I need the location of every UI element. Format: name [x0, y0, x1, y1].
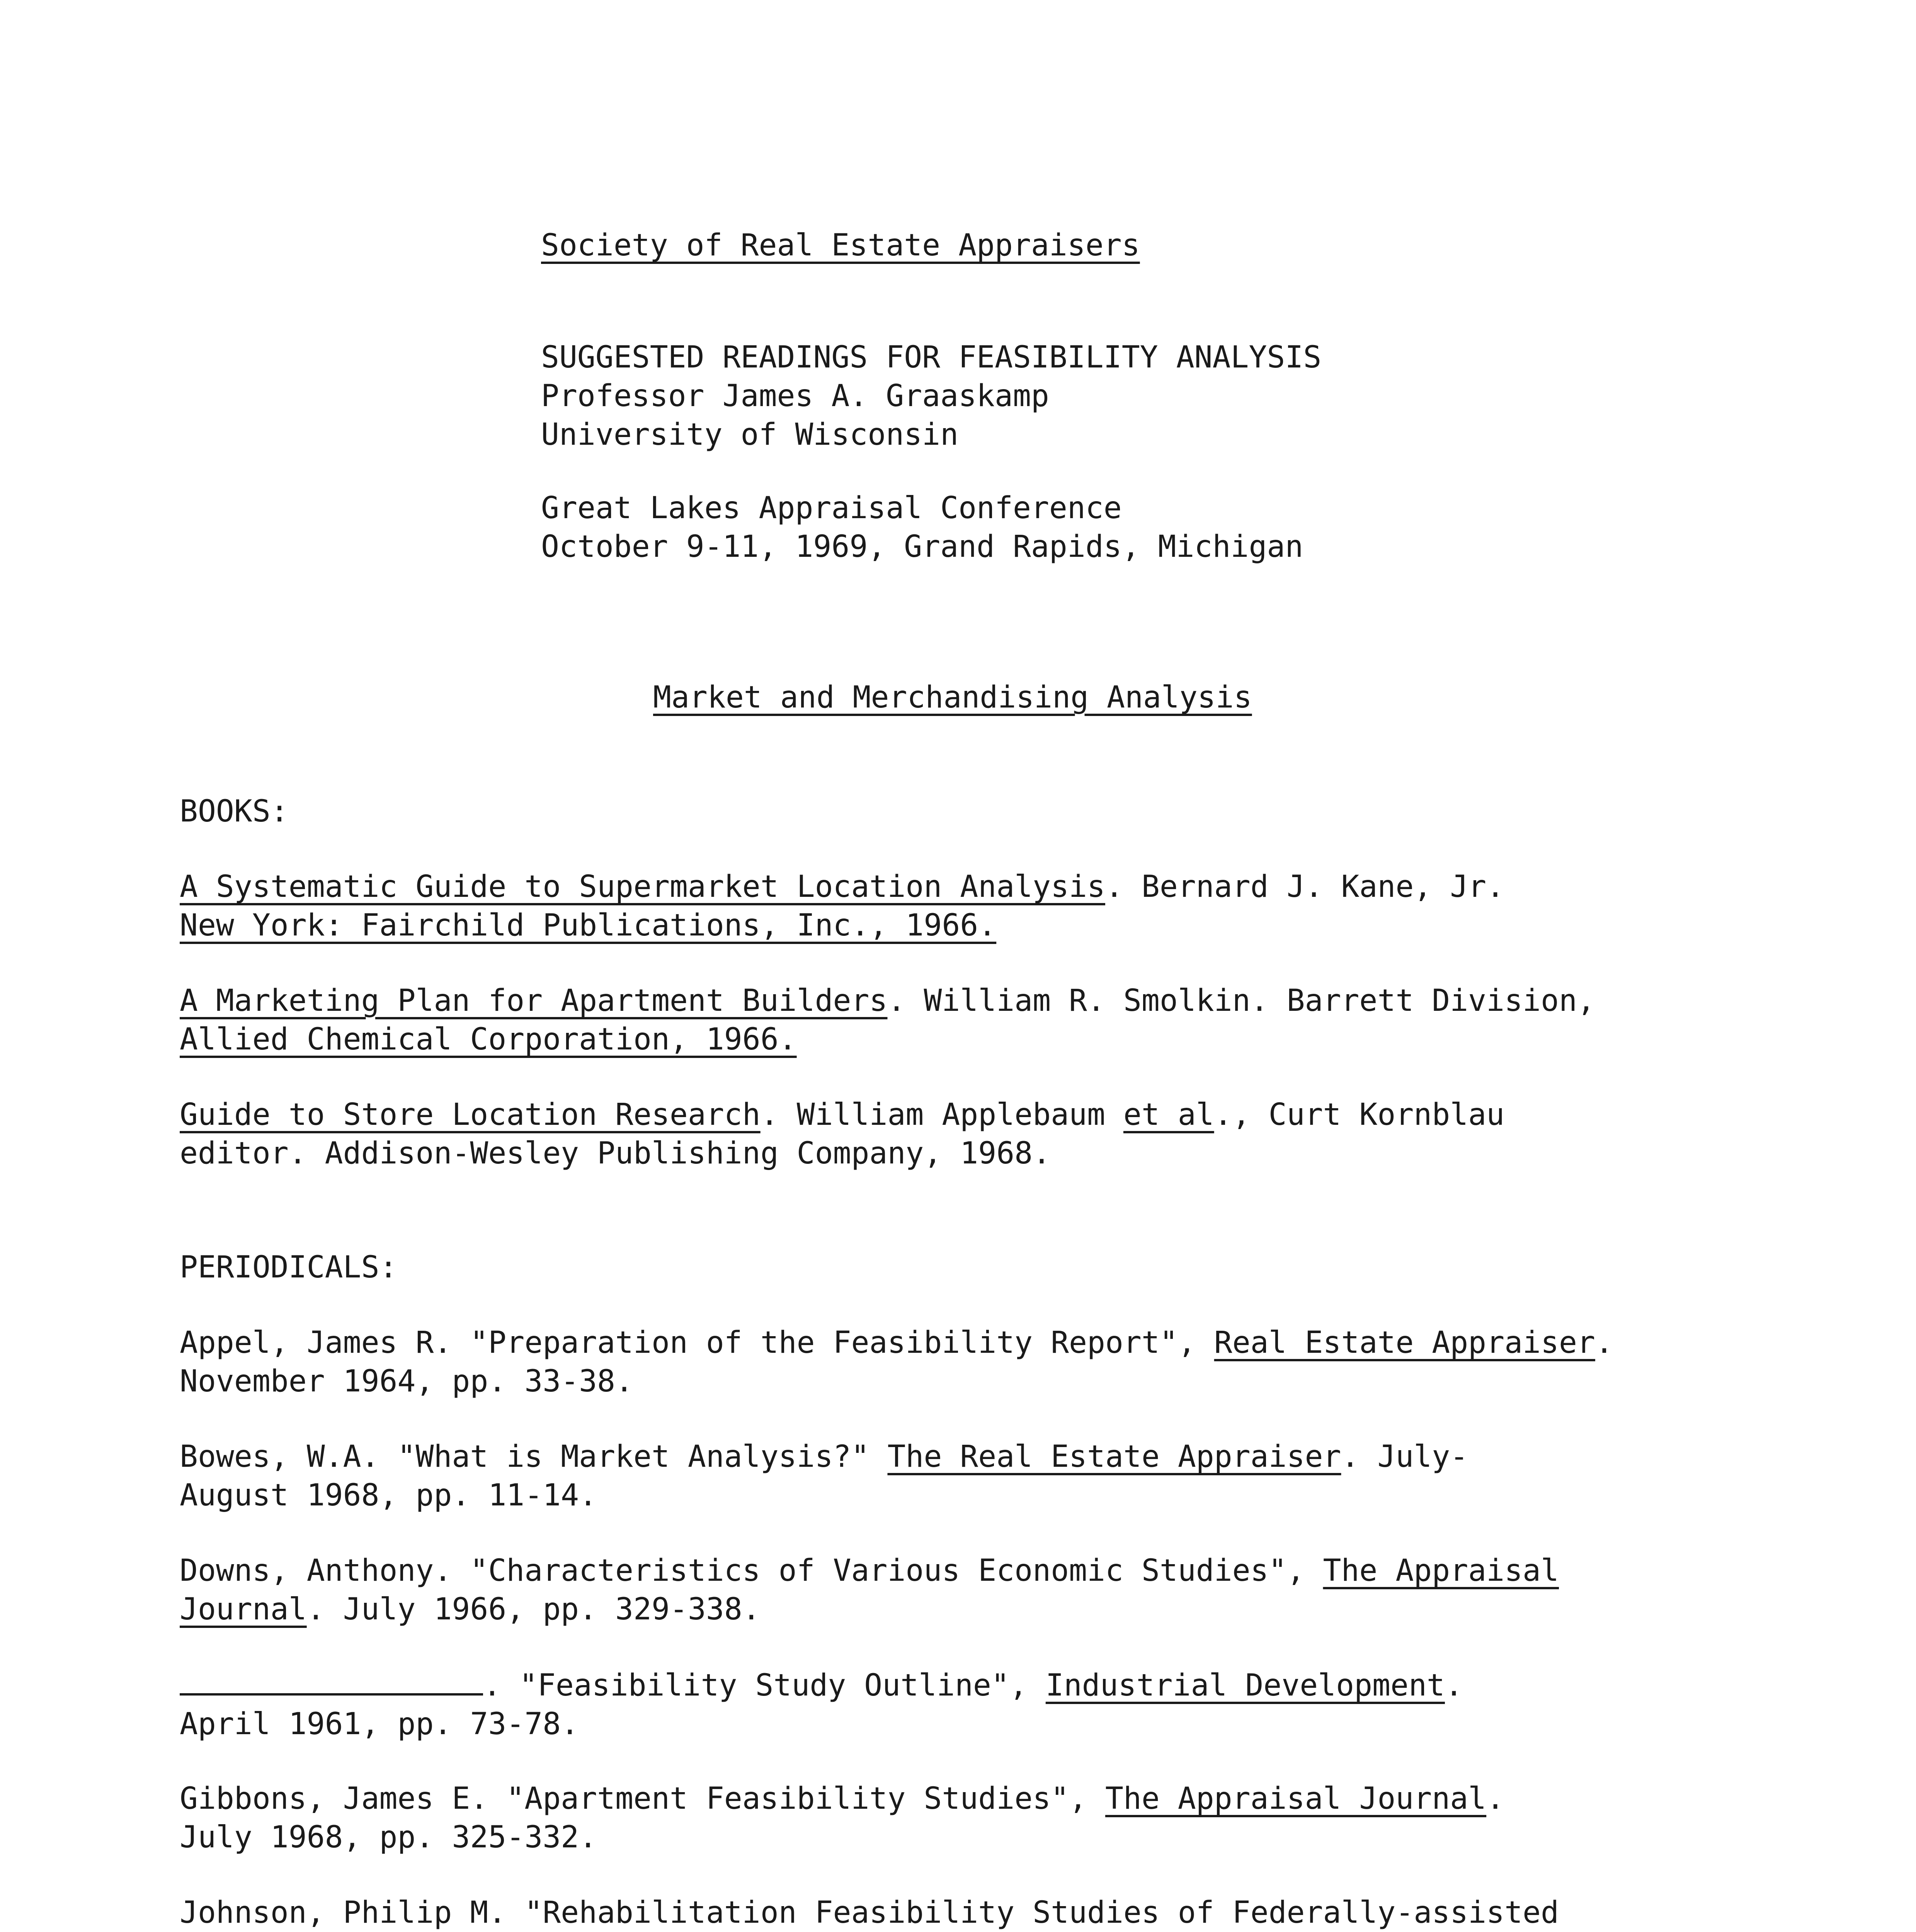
periodicals-heading: PERIODICALS:: [180, 1250, 398, 1285]
section-title: Market and Merchandising Analysis: [653, 680, 1252, 715]
document-header: [541, 338, 1321, 454]
repeat-author-blank: [180, 1665, 483, 1696]
journal-name: The Appraisal Journal: [1105, 1781, 1487, 1816]
book-title: A Marketing Plan for Apartment Builders: [180, 983, 888, 1018]
book-entry: A Marketing Plan for Apartment Builders. William R. Smolkin. Barrett Division, Allied Chemical Corporation, 1966.: [180, 983, 1595, 1057]
periodical-entry: . "Feasibility Study Outline", Industrial Development. April 1961, pp. 73-78.: [180, 1665, 1463, 1743]
periodical-entry: Downs, Anthony. "Characteristics of Various Economic Studies", The Appraisal Journal. July 1966, pp. 329-338.: [180, 1553, 1559, 1627]
journal-name: Real Estate Appraiser: [1214, 1325, 1595, 1360]
society-heading: Society of Real Estate Appraisers: [541, 228, 1140, 263]
conference-date: October 9-11, 1969, Grand Rapids, Michigan: [541, 529, 1303, 564]
conference-info: [541, 489, 1303, 566]
book-entry: Guide to Store Location Research. William Applebaum et al., Curt Kornblau editor. Addison-Wesley Publishing Company, 1968.: [180, 1097, 1505, 1171]
book-title: A Systematic Guide to Supermarket Location Analysis: [180, 869, 1105, 904]
journal-name: The Real Estate Appraiser: [887, 1439, 1341, 1474]
book-entry: A Systematic Guide to Supermarket Location Analysis. Bernard J. Kane, Jr. New York: Fairchild Publications, Inc., 1966.: [180, 869, 1505, 943]
periodical-entry: Appel, James R. "Preparation of the Feasibility Report", Real Estate Appraiser. November 1964, pp. 33-38.: [180, 1325, 1613, 1399]
periodical-entry: Gibbons, James E. "Apartment Feasibility Studies", The Appraisal Journal. July 1968, pp. 325-332.: [180, 1781, 1505, 1855]
conference-name: Great Lakes Appraisal Conference: [541, 491, 1122, 526]
periodical-entry: Bowes, W.A. "What is Market Analysis?" The Real Estate Appraiser. July- August 1968, pp. 11-14.: [180, 1439, 1468, 1513]
journal-name: The Appraisal: [1323, 1553, 1559, 1588]
books-heading: BOOKS:: [180, 794, 289, 829]
journal-name: Industrial Development: [1045, 1668, 1445, 1703]
affiliation-line: University of Wisconsin: [541, 417, 959, 452]
periodical-entry: Johnson, Philip M. "Rehabilitation Feasibility Studies of Federally-assisted: [180, 1895, 1559, 1930]
author-line: Professor James A. Graaskamp: [541, 379, 1049, 413]
document-title: SUGGESTED READINGS FOR FEASIBILITY ANALYSIS: [541, 340, 1322, 375]
book-title: Guide to Store Location Research: [180, 1097, 761, 1132]
